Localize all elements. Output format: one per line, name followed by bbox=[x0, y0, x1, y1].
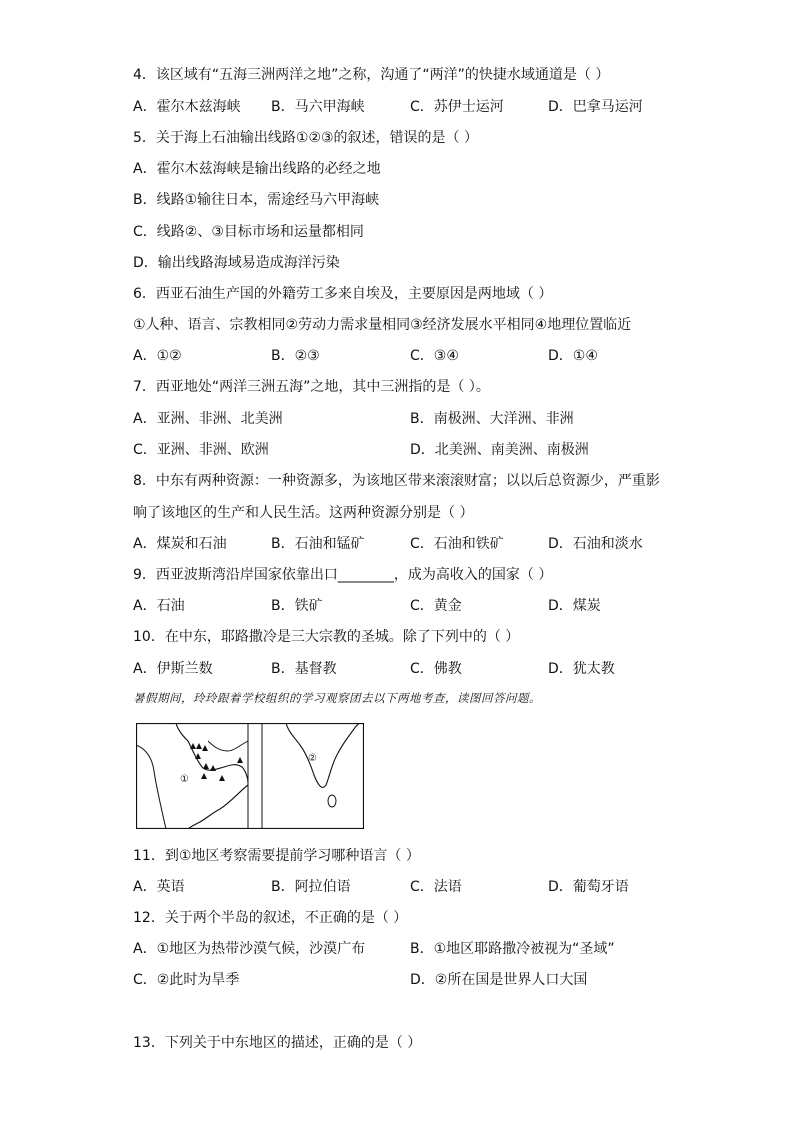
q11-option-b: B．阿拉伯语 bbox=[271, 879, 351, 895]
q9-option-b: B．铁矿 bbox=[271, 598, 323, 614]
q10-option-c: C．佛教 bbox=[410, 661, 462, 677]
q4-stem: 4．该区域有“五海三洲两洋之地”之称，沟通了“两洋”的快捷水域通道是（ ） bbox=[133, 67, 610, 83]
q8-option-b: B．石油和锰矿 bbox=[271, 536, 365, 552]
q5-option-b: B．线路①输往日本，需途经马六甲海峡 bbox=[133, 192, 380, 208]
q9-option-c: C．黄金 bbox=[410, 598, 462, 614]
q8-option-a: A．煤炭和石油 bbox=[133, 536, 227, 552]
q7-option-d: D．北美洲、南美洲、南极洲 bbox=[410, 442, 589, 458]
q5-option-c: C．线路②、③目标市场和运量都相同 bbox=[133, 224, 364, 240]
q11-option-c: C．法语 bbox=[410, 879, 462, 895]
q6-option-d: D．①④ bbox=[548, 348, 598, 364]
q11-option-d: D．葡萄牙语 bbox=[548, 879, 629, 895]
q8-option-c: C．石油和铁矿 bbox=[410, 536, 504, 552]
q5-stem: 5．关于海上石油输出线路①②③的叙述，错误的是（ ） bbox=[133, 130, 479, 146]
peninsula-map bbox=[136, 723, 364, 829]
q4-option-a: A．霍尔木兹海峡 bbox=[133, 99, 241, 115]
q8-stem-line2: 响了该地区的生产和人民生活。这两种资源分别是（ ） bbox=[133, 505, 474, 521]
q6-items: ①人种、语言、宗教相同②劳动力需求量相同③经济发展水平相同④地理位置临近 bbox=[133, 317, 632, 333]
q11-stem: 11．到①地区考察需要提前学习哪种语言（ ） bbox=[133, 848, 420, 864]
map-intro-text: 暑假期间，玲玲跟着学校组织的学习观察团去以下两地考查，读图回答问题。 bbox=[133, 691, 541, 705]
q12-option-b: B．①地区耶路撒冷被视为“圣域” bbox=[410, 941, 615, 957]
q12-stem: 12．关于两个半岛的叙述，不正确的是（ ） bbox=[133, 910, 408, 926]
q5-option-d: D．输出线路海域易造成海洋污染 bbox=[133, 255, 340, 271]
q9-option-d: D．煤炭 bbox=[548, 598, 601, 614]
q7-option-b: B．南极洲、大洋洲、非洲 bbox=[410, 411, 574, 427]
q9-option-a: A．石油 bbox=[133, 598, 185, 614]
q6-option-b: B．②③ bbox=[271, 348, 320, 364]
q12-option-d: D．②所在国是世界人口大国 bbox=[410, 972, 588, 988]
map-label-2: ② bbox=[308, 753, 317, 764]
q13-stem: 13．下列关于中东地区的描述，正确的是（ ） bbox=[133, 1035, 422, 1051]
q11-option-a: A．英语 bbox=[133, 879, 185, 895]
q7-option-c: C．亚洲、非洲、欧洲 bbox=[133, 442, 269, 458]
q4-option-c: C．苏伊士运河 bbox=[410, 99, 504, 115]
map-label-1: ① bbox=[180, 774, 189, 785]
q12-option-c: C．②此时为旱季 bbox=[133, 972, 240, 988]
q8-stem-line1: 8．中东有两种资源：一种资源多，为该地区带来滚滚财富；以以后总资源少，严重影 bbox=[133, 473, 660, 489]
q10-option-a: A．伊斯兰数 bbox=[133, 661, 213, 677]
q10-option-b: B．基督教 bbox=[271, 661, 337, 677]
q8-option-d: D．石油和淡水 bbox=[548, 536, 643, 552]
q5-option-a: A．霍尔木兹海峡是输出线路的必经之地 bbox=[133, 161, 381, 177]
q6-option-a: A．①② bbox=[133, 348, 182, 364]
q10-stem: 10．在中东，耶路撒冷是三大宗教的圣城。除了下列中的（ ） bbox=[133, 629, 520, 645]
q4-option-d: D．巴拿马运河 bbox=[548, 99, 643, 115]
q7-stem: 7．西亚地处“两洋三洲五海”之地，其中三洲指的是（ ）。 bbox=[133, 379, 490, 395]
q10-option-d: D．犹太教 bbox=[548, 661, 615, 677]
q7-option-a: A．亚洲、非洲、北美洲 bbox=[133, 411, 283, 427]
q6-option-c: C．③④ bbox=[410, 348, 459, 364]
q4-option-b: B．马六甲海峡 bbox=[271, 99, 365, 115]
q6-stem: 6．西亚石油生产国的外籍劳工多来自埃及，主要原因是两地域（ ） bbox=[133, 286, 553, 302]
q9-stem: 9．西亚波斯湾沿岸国家依靠出口________，成为高收入的国家（ ） bbox=[133, 567, 553, 583]
q12-option-a: A．①地区为热带沙漠气候，沙漠广布 bbox=[133, 941, 366, 957]
